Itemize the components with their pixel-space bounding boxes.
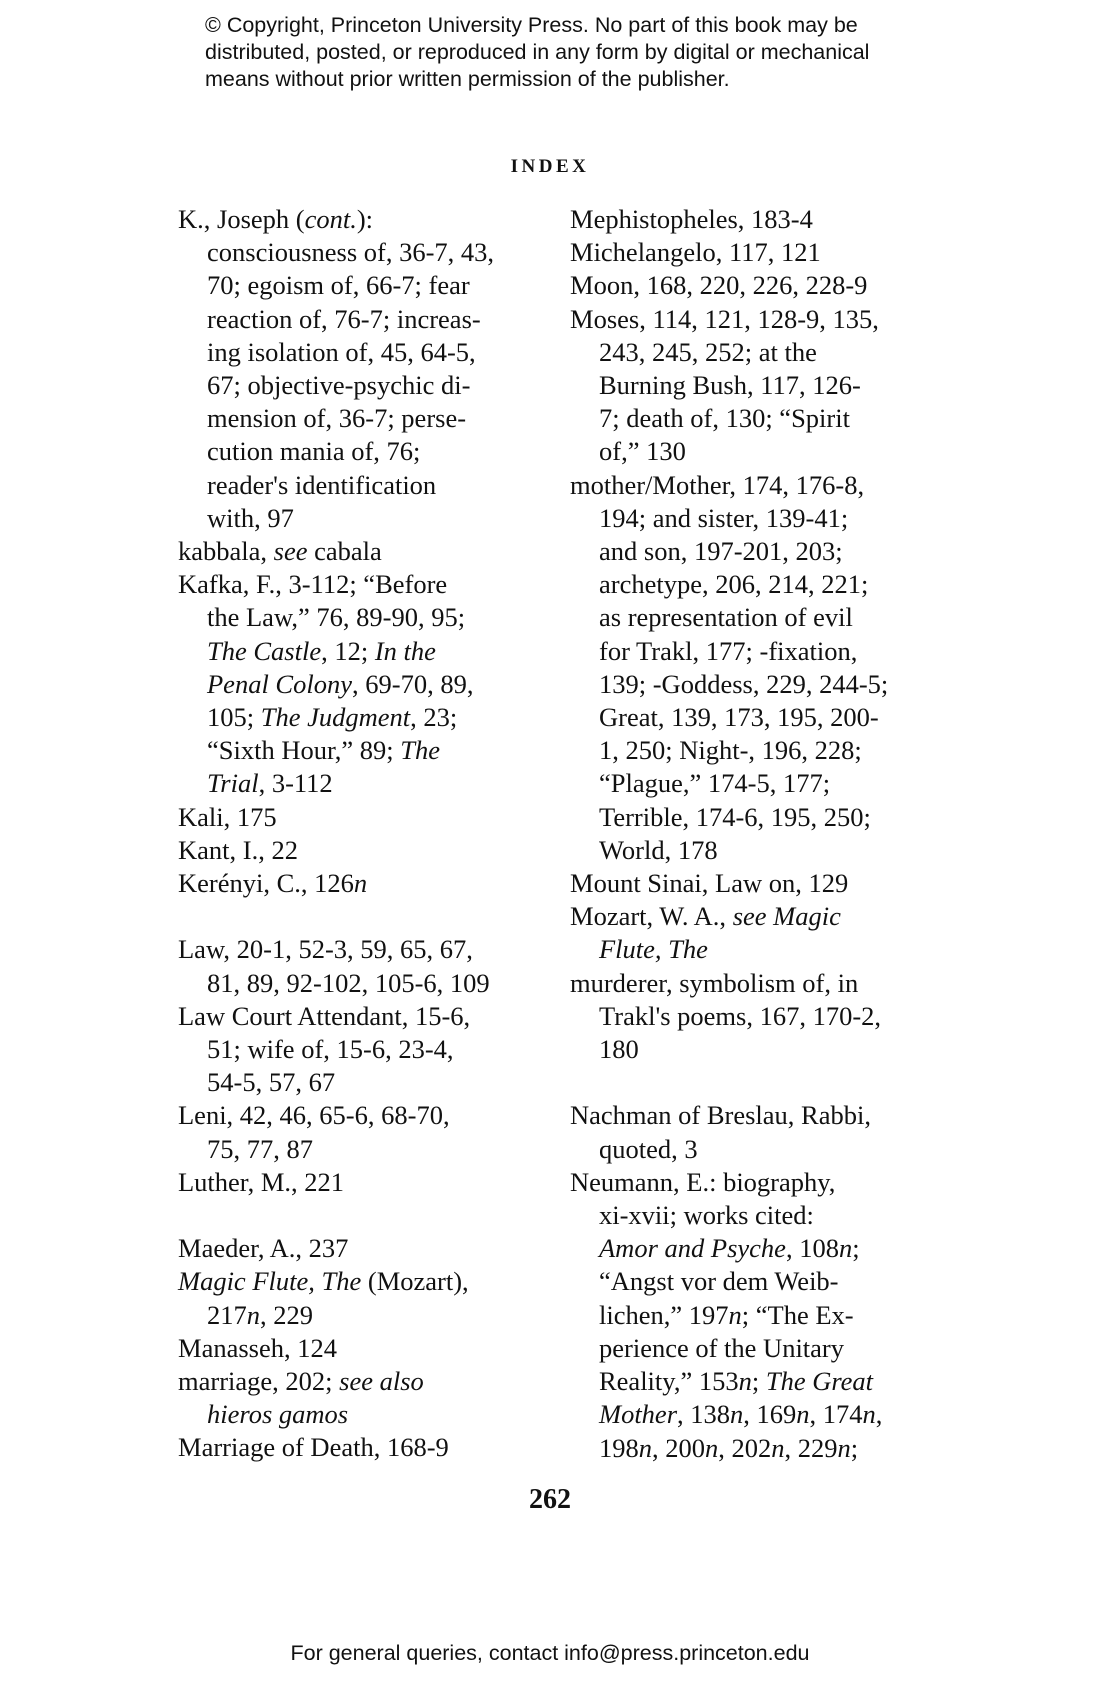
index-subentry-line: reader's identification [207,469,437,500]
index-subentry-line: “Sixth Hour,” 89; The [207,735,441,766]
index-subentry-line: “Angst vor dem Weib- [599,1266,839,1297]
copyright-line: means without prior written permission of the publisher. [205,67,730,91]
letter-gap [178,900,563,933]
index-subentry-line: 105; The Judgment, 23; [207,702,458,733]
index-subentry-line: 81, 89, 92-102, 105-6, 109 [207,967,490,998]
index-subentry-line: mension of, 36-7; perse- [207,403,467,434]
index-entry: Michelangelo, 117, 121 [570,237,821,268]
index-entry: Kafka, F., 3-112; “Before [178,569,448,600]
copyright-notice [205,12,965,93]
index-subentry-line: of,” 130 [599,436,686,467]
index-heading: INDEX [510,156,590,177]
index-subentry-line: Terrible, 174-6, 195, 250; [599,801,871,832]
index-subentry-line: archetype, 206, 214, 221; [599,569,869,600]
index-subentry-line: 75, 77, 87 [207,1133,313,1164]
index-subentry-line: quoted, 3 [599,1133,698,1164]
index-subentry-line: Reality,” 153n; The Great [599,1366,874,1397]
index-subentry-line: and son, 197-201, 203; [599,536,843,567]
index-entry: Manasseh, 124 [178,1332,337,1363]
index-entry: Marriage of Death, 168-9 [178,1432,449,1463]
copyright-line: distributed, posted, or reproduced in any form by digital or mechanical [205,40,870,64]
index-entry: Kali, 175 [178,801,277,832]
index-column-left [178,203,563,1465]
index-subentry-line: 194; and sister, 139-41; [599,502,849,533]
index-subentry-line: Great, 139, 173, 195, 200- [599,702,879,733]
index-entry: Mount Sinai, Law on, 129 [570,868,849,899]
index-subentry-line: Penal Colony, 69-70, 89, [207,668,474,699]
index-entry: Mozart, W. A., see Magic [570,901,841,932]
index-subentry-line: perience of the Unitary [599,1332,845,1363]
index-subentry-line: as representation of evil [599,602,853,633]
index-subentry-line: Trial, 3-112 [207,768,333,799]
index-subentry-line: 198n, 200n, 202n, 229n; [599,1432,859,1463]
index-entry: murderer, symbolism of, in [570,967,859,998]
index-entry: Kant, I., 22 [178,834,298,865]
index-entry: mother/Mother, 174, 176-8, [570,469,865,500]
index-subentry-line: 1, 250; Night-, 196, 228; [599,735,862,766]
index-subentry-line: 180 [599,1034,639,1065]
index-entry: Luther, M., 221 [178,1166,345,1197]
index-entry: Moses, 114, 121, 128-9, 135, [570,303,879,334]
index-entry: Nachman of Breslau, Rabbi, [570,1100,871,1131]
footer-contact: For general queries, contact info@press.princeton.edu [290,1641,810,1665]
index-subentry-line: 51; wife of, 15-6, 23-4, [207,1034,454,1065]
letter-gap [178,1199,563,1232]
index-entry: Law Court Attendant, 15-6, [178,1000,471,1031]
index-subentry-line: Amor and Psyche, 108n; [599,1233,860,1264]
index-entry: Kerényi, C., 126n [178,868,368,899]
index-subentry-line: ing isolation of, 45, 64-5, [207,336,476,367]
index-column-right [570,203,965,1465]
index-subentry-line: Trakl's poems, 167, 170-2, [599,1000,882,1031]
index-subentry-line: “Plague,” 174-5, 177; [599,768,831,799]
copyright-line: © Copyright, Princeton University Press. No part of this book may be [205,13,858,37]
index-entry: marriage, 202; see also [178,1366,424,1397]
index-subentry-line: Flute, The [599,934,708,965]
index-subentry-line: Burning Bush, 117, 126- [599,370,861,401]
letter-gap [570,1066,965,1099]
index-subentry-line: 217n, 229 [207,1299,313,1330]
index-subentry-line: hieros gamos [207,1399,349,1430]
index-subentry-line: 54-5, 57, 67 [207,1067,336,1098]
index-subentry-line: cution mania of, 76; [207,436,421,467]
index-subentry-line: for Trakl, 177; -fixation, [599,635,858,666]
index-subentry-line: 139; -Goddess, 229, 244-5; [599,668,889,699]
index-subentry-line: 7; death of, 130; “Spirit [599,403,850,434]
index-subentry-line: 67; objective-psychic di- [207,370,471,401]
index-entry: Leni, 42, 46, 65-6, 68-70, [178,1100,450,1131]
index-entry: Law, 20-1, 52-3, 59, 65, 67, [178,934,473,965]
index-entry: kabbala, see cabala [178,536,382,567]
index-subentry-line: xi-xvii; works cited: [599,1200,814,1231]
index-subentry-line: with, 97 [207,502,294,533]
index-entry: Maeder, A., 237 [178,1233,349,1264]
page-number: 262 [529,1484,571,1515]
index-entry: Mephistopheles, 183-4 [570,204,813,234]
index-subentry-line: World, 178 [599,834,718,865]
index-entry: K., Joseph (cont.): [178,204,374,234]
index-subentry-line: lichen,” 197n; “The Ex- [599,1299,854,1330]
index-subentry-line: 243, 245, 252; at the [599,336,817,367]
index-entry: Moon, 168, 220, 226, 228-9 [570,270,868,301]
index-entry: Neumann, E.: biography, [570,1166,836,1197]
index-subentry-line: 70; egoism of, 66-7; fear [207,270,470,301]
index-entry: Magic Flute, The (Mozart), [178,1266,469,1297]
index-subentry-line: the Law,” 76, 89-90, 95; [207,602,466,633]
index-subentry-line: reaction of, 76-7; increas- [207,303,481,334]
index-subentry-line: consciousness of, 36-7, 43, [207,237,495,268]
index-subentry-line: Mother, 138n, 169n, 174n, [599,1399,883,1430]
index-subentry-line: The Castle, 12; In the [207,635,436,666]
